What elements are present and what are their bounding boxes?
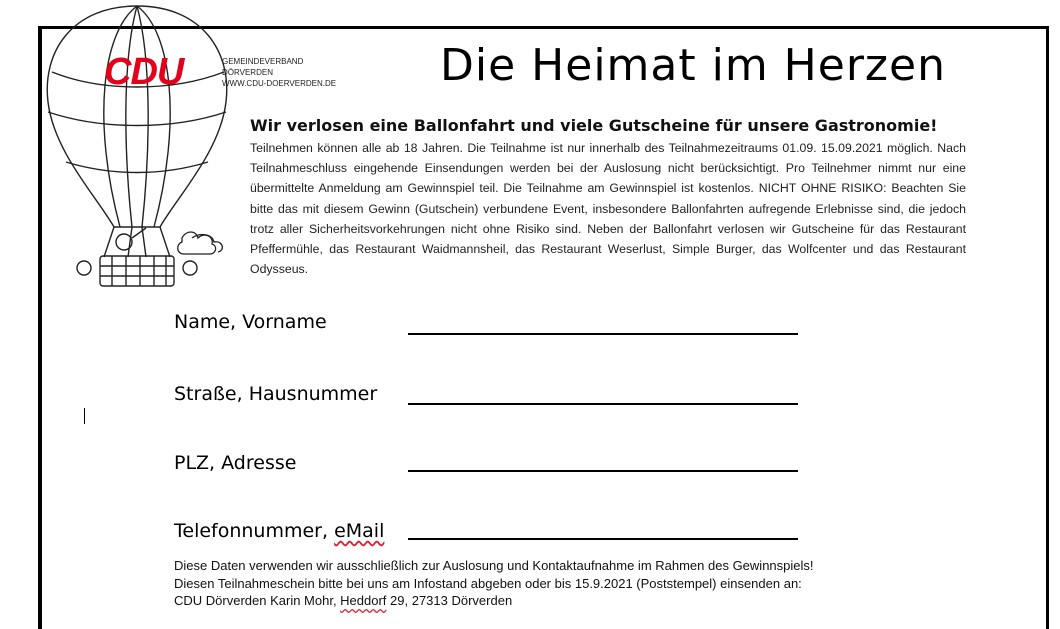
- phone-field-line[interactable]: [408, 538, 798, 540]
- phone-field-label: [174, 520, 384, 542]
- subtitle: Wir verlosen eine Ballonfahrt und viele Gutscheine für unsere Gastronomie!: [250, 116, 938, 135]
- participation-rules: Teilnehmen können alle ab 18 Jahren. Die Teilnahme ist nur innerhalb des Teilnahmezeitraums 01.09. 15.09.2021 möglich. Nach Teilnahmeschluss eingehende Einsendungen werden bei der Auslosung nicht berücksichtigt. Pro Teilnehmer nimmt nur eine übermittelte Anmeldung am Gewinnspiel teil. Die Teilnahme am Gewinnspiel ist kostenlos. NICHT OHNE RISIKO: Beachten Sie bitte das mit diesem Gewinn (Gutschein) verbundene Event, insbesondere Ballonfahrten aufregende Erlebnisse sind, die jedoch trotz aller Sicherheitsvorkehrungen nicht ohne Risiko sind. Neben der Ballonfahrt verlosen wir Gutscheine für das Restaurant Pfeffermühle, das Restaurant Waidmannsheil, das Restaurant Weserlust, Simple Burger, das Wolfcenter und das Restaurant Odysseus.: [250, 141, 966, 277]
- plz-field-line[interactable]: [408, 470, 798, 472]
- footer-address-rest: 29, 27313 Dörverden: [386, 593, 513, 608]
- phone-label-text: Telefonnummer,: [174, 520, 335, 542]
- cdu-logo-text: [222, 56, 336, 89]
- name-field-line[interactable]: [408, 333, 798, 335]
- plz-field-label: PLZ, Adresse: [174, 452, 297, 474]
- name-field-label: Name, Vorname: [174, 311, 327, 333]
- footer-line-1: Diese Daten verwenden wir ausschließlich zur Auslosung und Kontaktaufnahme im Rahmen des Gewinnspiels!: [174, 558, 814, 573]
- footer-line-2: Diesen Teilnahmeschein bitte bei uns am Infostand abgeben oder bis 15.9.2021 (Poststempel) einsenden an:: [174, 575, 802, 591]
- logo-line-1: GEMEINDEVERBAND: [222, 57, 304, 66]
- page-title: Die Heimat im Herzen: [440, 40, 946, 91]
- cdu-logo-wordmark: CDU: [104, 51, 184, 93]
- street-field-line[interactable]: [408, 403, 798, 405]
- logo-line-3: WWW.CDU-DOERVERDEN.DE: [222, 79, 337, 88]
- footer-address-name: CDU Dörverden Karin Mohr,: [174, 593, 341, 608]
- footer-address-street: Heddorf: [340, 593, 387, 608]
- footer-notice: [174, 557, 814, 610]
- cdu-logo: [104, 52, 344, 92]
- hot-air-balloon-illustration: [42, 2, 232, 292]
- footer-line-3: [174, 592, 814, 610]
- email-label-text: eMail: [334, 520, 385, 542]
- logo-line-2: DÖRVERDEN: [222, 68, 273, 77]
- street-field-label: Straße, Hausnummer: [174, 383, 378, 405]
- text-cursor: [84, 408, 85, 424]
